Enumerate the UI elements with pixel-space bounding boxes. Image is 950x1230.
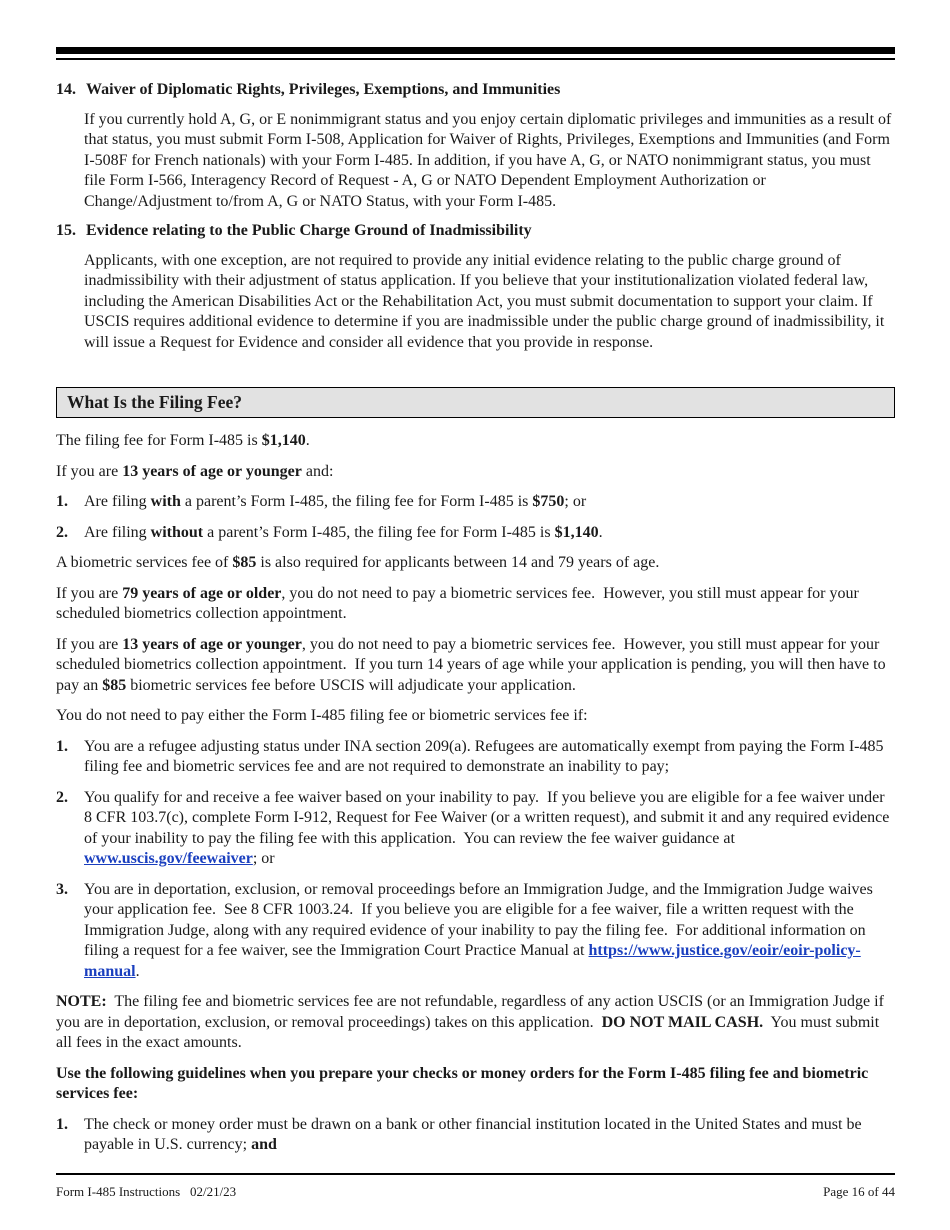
section-number: 15. [56, 222, 76, 239]
eoir-policy-manual-link[interactable]: https://www.justice.gov/eoir/eoir-policy-manual [84, 942, 861, 980]
emphasis: DO NOT MAIL CASH. [601, 1013, 764, 1031]
text: The filing fee for Form I-485 is [56, 432, 262, 449]
text: is also required for applicants between 14 and 79 years of age. [256, 554, 660, 571]
filing-fee-heading: What Is the Filing Fee? [67, 392, 242, 413]
fee-waiver-link[interactable]: www.uscis.gov/feewaiver [84, 850, 253, 867]
section-15-body: Applicants, with one exception, are not required to provide any initial evidence relating to the public charge ground of inadmissibility with their adjustment of status application. If you believe that your institutionalization violated federal law, including the American Disabilities Act or the Rehabilitation Act, you must submit documentation to support your claim. If USCIS requires additional evidence to determine if you are inadmissible under the public charge ground of inadmissibility, it will issue a Request for Evidence and consider all evidence that you provide in response. [84, 251, 885, 351]
section-title: Waiver of Diplomatic Rights, Privileges, Exemptions, and Immunities [86, 81, 561, 98]
list-number: 3. [56, 880, 68, 898]
section-15-heading [56, 221, 895, 242]
list-number: 1. [56, 493, 68, 510]
text: . [305, 432, 310, 449]
list-item [56, 880, 895, 983]
text: If you are [56, 635, 123, 653]
filing-fee-heading-box [56, 387, 895, 418]
fee-amount: $1,140 [261, 432, 306, 449]
section-title: Evidence relating to the Public Charge Ground of Inadmissibility [86, 222, 532, 239]
text: ; or [252, 850, 275, 867]
note-label: NOTE: [56, 993, 107, 1010]
fee-paragraph-2 [56, 462, 895, 483]
text: You must submit all fees in the exact amounts. [56, 1013, 884, 1051]
fee-paragraph-3 [56, 553, 895, 574]
list-item [56, 492, 895, 513]
text: If you are [56, 462, 123, 480]
text: a parent’s Form I-485, the filing fee for Form I-485 is [180, 493, 533, 510]
list-item [56, 523, 895, 544]
text: Are filing [84, 493, 151, 510]
text: You are in deportation, exclusion, or removal proceedings before an Immigration Judge, and the Immigration Judge waives your application fee. See 8 CFR 1003.24. If you believe you are eligible for a fee waiver, file a written request with the Immigration Judge, along with any required evidence of your inability to pay the filing fee. For additional information on filing a request for a fee waiver, see the Immigration Court Practice Manual at [84, 880, 877, 959]
fee-amount: $85 [232, 554, 257, 571]
text: and: [301, 462, 334, 480]
guidelines-heading: Use the following guidelines when you prepare your checks or money orders for the Form I-485 filing fee and biometric services fee: [56, 1064, 869, 1102]
section-14-body: If you currently hold A, G, or E nonimmigrant status and you enjoy certain diplomatic privileges and immunities as a result of that status, you must submit Form I-508, Application for Waiver of Rights, Privileges, Exemptions and Immunities (and Form I-508F for French nationals) with your Form I-485. In addition, if you have A, G, or NATO nonimmigrant status, you must file Form I-566, Interagency Record of Request - A, G or NATO Dependent Employment Authorization or Change/Adjustment to/from A, G or NATO Status, with your Form I-485. [84, 110, 892, 210]
list-text: You are a refugee adjusting status under INA section 209(a). Refugees are automatically exempt from paying the Form I-485 filing fee and biometric services fee and are not required to demonstrate an inability to pay; [84, 737, 884, 775]
text: The check or money order must be drawn on a bank or other financial institution located in the United States and must be payable in U.S. currency; [84, 1115, 866, 1153]
text: , you do not need to pay a biometric services fee. However, you still must appear for your scheduled biometrics collection appointment. If you turn 14 years of age while your application is pending, you will then have to pay an [56, 635, 890, 694]
text: . [135, 962, 140, 980]
header-rule-thick [56, 47, 895, 54]
list-text [84, 788, 895, 870]
text: If you are [56, 584, 123, 602]
emphasis: with [150, 493, 181, 510]
footer-page-number: Page 16 of 44 [823, 1184, 895, 1199]
page-content [56, 80, 895, 1156]
emphasis: 13 years of age or younger [122, 635, 302, 653]
emphasis: 79 years of age or older [122, 584, 282, 602]
list-text [84, 880, 895, 983]
text: You qualify for and receive a fee waiver based on your inability to pay. If you believe you are eligible for a fee waiver under 8 CFR 103.7(c), complete Form I-912, Request for Fee Waiver (or a written request), and submit it and any required evidence of your inability to pay the filing fee with this application. You can review the fee waiver guidance at [84, 788, 894, 847]
text: A biometric services fee of [56, 554, 233, 571]
list-number: 1. [56, 737, 68, 755]
fee-amount: $1,140 [554, 523, 599, 541]
list-number: 2. [56, 788, 68, 806]
emphasis: 13 years of age or younger [122, 462, 302, 480]
page-footer [56, 1182, 895, 1203]
fee-paragraph-4 [56, 584, 895, 625]
note-paragraph [56, 992, 895, 1054]
fee-paragraph-5 [56, 635, 895, 697]
section-number: 14. [56, 81, 76, 98]
header-rule-thin [56, 58, 895, 60]
text: a parent’s Form I-485, the filing fee for Form I-485 is [203, 523, 555, 541]
footer-rule [56, 1173, 895, 1175]
list-number: 1. [56, 1115, 68, 1133]
fee-amount: $85 [102, 676, 127, 694]
footer-form-info: Form I-485 Instructions 02/21/23 [56, 1184, 237, 1199]
list-text [84, 492, 895, 513]
fee-amount: $750 [532, 493, 565, 510]
list-text [84, 1115, 895, 1156]
list-item [56, 788, 895, 870]
fee-paragraph-1 [56, 431, 895, 452]
list-text [84, 523, 895, 544]
list-item [56, 737, 895, 778]
emphasis: without [150, 523, 204, 541]
list-item [56, 1115, 895, 1156]
list-number: 2. [56, 523, 68, 541]
text: Are filing [84, 523, 151, 541]
text: . [598, 523, 603, 541]
section-14-heading [56, 80, 895, 101]
text: , you do not need to pay a biometric services fee. However, you still must appear for your scheduled biometrics collection appointment. [56, 584, 863, 622]
emphasis: and [251, 1136, 277, 1153]
text: ; or [564, 493, 587, 510]
fee-paragraph-6: You do not need to pay either the Form I-485 filing fee or biometric services fee if: [56, 707, 588, 724]
text: The filing fee and biometric services fee are not refundable, regardless of any action USCIS (or an Immigration Judge if you are in deportation, exclusion, or removal proceedings) takes on this application. [56, 993, 888, 1031]
text: biometric services fee before USCIS will adjudicate your application. [126, 676, 576, 694]
